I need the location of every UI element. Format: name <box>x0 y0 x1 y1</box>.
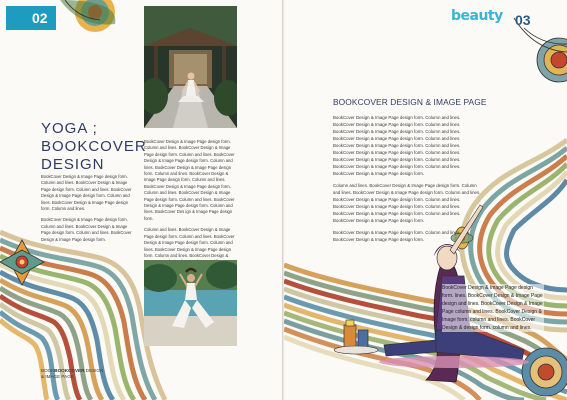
right-paragraph: Column and lines. BookCover Design & Image Page design form. Column and lines. BookCover Design & Image Page design form. Column and lines. BookCover Design & Image Page design form. Column and lines. BookCover Design & Image Page design form. Column and lines. BookCover Design & Image Page design form. Column and lines. BookCover Design & Image Page design form. <box>333 183 481 223</box>
left-col-paragraph: BookCover Design & Image Page design form. Column and lines. BookCover Design & Image Page design form. Column and lines. BookCover Design & Image Page design form. <box>41 217 132 242</box>
right-heading: BOOKCOVER DESIGN & IMAGE PAGE <box>333 97 487 107</box>
title-line-3: DESIGN <box>41 156 105 173</box>
yoga-photo-temple <box>144 6 237 128</box>
right-paragraph: BookCover Design & Image Page design form. Column and lines. BookCover Design & Image Page design form. <box>333 230 461 242</box>
yoga-photo-pool <box>144 260 237 346</box>
footer-pre: BOOK <box>41 368 55 373</box>
beauty-logo: beauty <box>451 8 503 24</box>
title-line-1: YOGA ; <box>41 120 98 137</box>
footer-line-2: & IMAGE PAGE <box>41 374 74 379</box>
left-page <box>0 0 283 400</box>
yoga-pool-image <box>144 260 237 346</box>
yoga-temple-image <box>144 6 237 128</box>
mid-col-paragraph: Column and lines. BookCover Design & Image Page design form. Column and lines. BookCover Design & Image Page design form. Column and lines. BookCover Design & Image Page design form. Column and lines. BookCover Design & <box>144 227 235 258</box>
flower-ornament-top <box>60 0 115 32</box>
illustration-caption-text: BookCover Design & Image Page design form. lines. BookCover Design & Image Page design and lines. BookCover Design & Image Page column and lines. BookCover Design & Image form. column and lines. BookCover Design & design form. column and lines. <box>442 285 543 331</box>
yoga-title <box>41 120 147 174</box>
left-column-text <box>41 174 137 248</box>
page-number-left: 02 <box>6 6 56 30</box>
title-line-2: BOOKCOVER <box>41 138 147 155</box>
right-page <box>284 0 567 400</box>
footer-suffix: DESIGN <box>84 368 104 373</box>
left-col-paragraph: BookCover Design & Image Page design form. Column and lines. BookCover Design & Image Page design form. Column and lines. BookCover Design & Image Page design form. Column and lines. BookCover Design & Image Page design form. Column and lines. <box>41 174 132 212</box>
mid-col-paragraph: BookCover Design & Image Page design form. Column and lines. BookCover Design & Image Page design form. Column and lines. BookCover Design & Image Page design form. Column and lines. BookCover Design & Image Page design form. Column and lines. BookCover Design & Image Page design form. Column and lines. BookCover Design & Image Page design form. Column and lines. BookCover Design & Image Page design form. Column and lines. BookCover Design & Image Page design form. Column and lines. BookCover Des ign & Image Page design form. <box>144 139 235 221</box>
circle-ornament-bottom-right <box>522 348 567 396</box>
footer-left <box>41 368 103 380</box>
right-paragraph: BookCover Design & Image Page design form. Column and lines. BookCover Design & Image Page design form. Column and lines. BookCover Design & Image Page design form. Column and lines. BookCover Design & Image Page design form. Column and lines. BookCover Design & Image Page design form. Column and lines. BookCover Design & Image Page design form. Column and lines. BookCover Design & Image Page design form. Column and lines. BookCover Design & Image Page design form. Column and lines. BookCover Design & Image Page design form. <box>333 115 461 176</box>
page-number-right: 03 <box>515 12 531 28</box>
right-column-text <box>333 114 483 248</box>
footer-brand: BOOKCOVER <box>54 368 85 373</box>
middle-column-text <box>144 139 240 271</box>
